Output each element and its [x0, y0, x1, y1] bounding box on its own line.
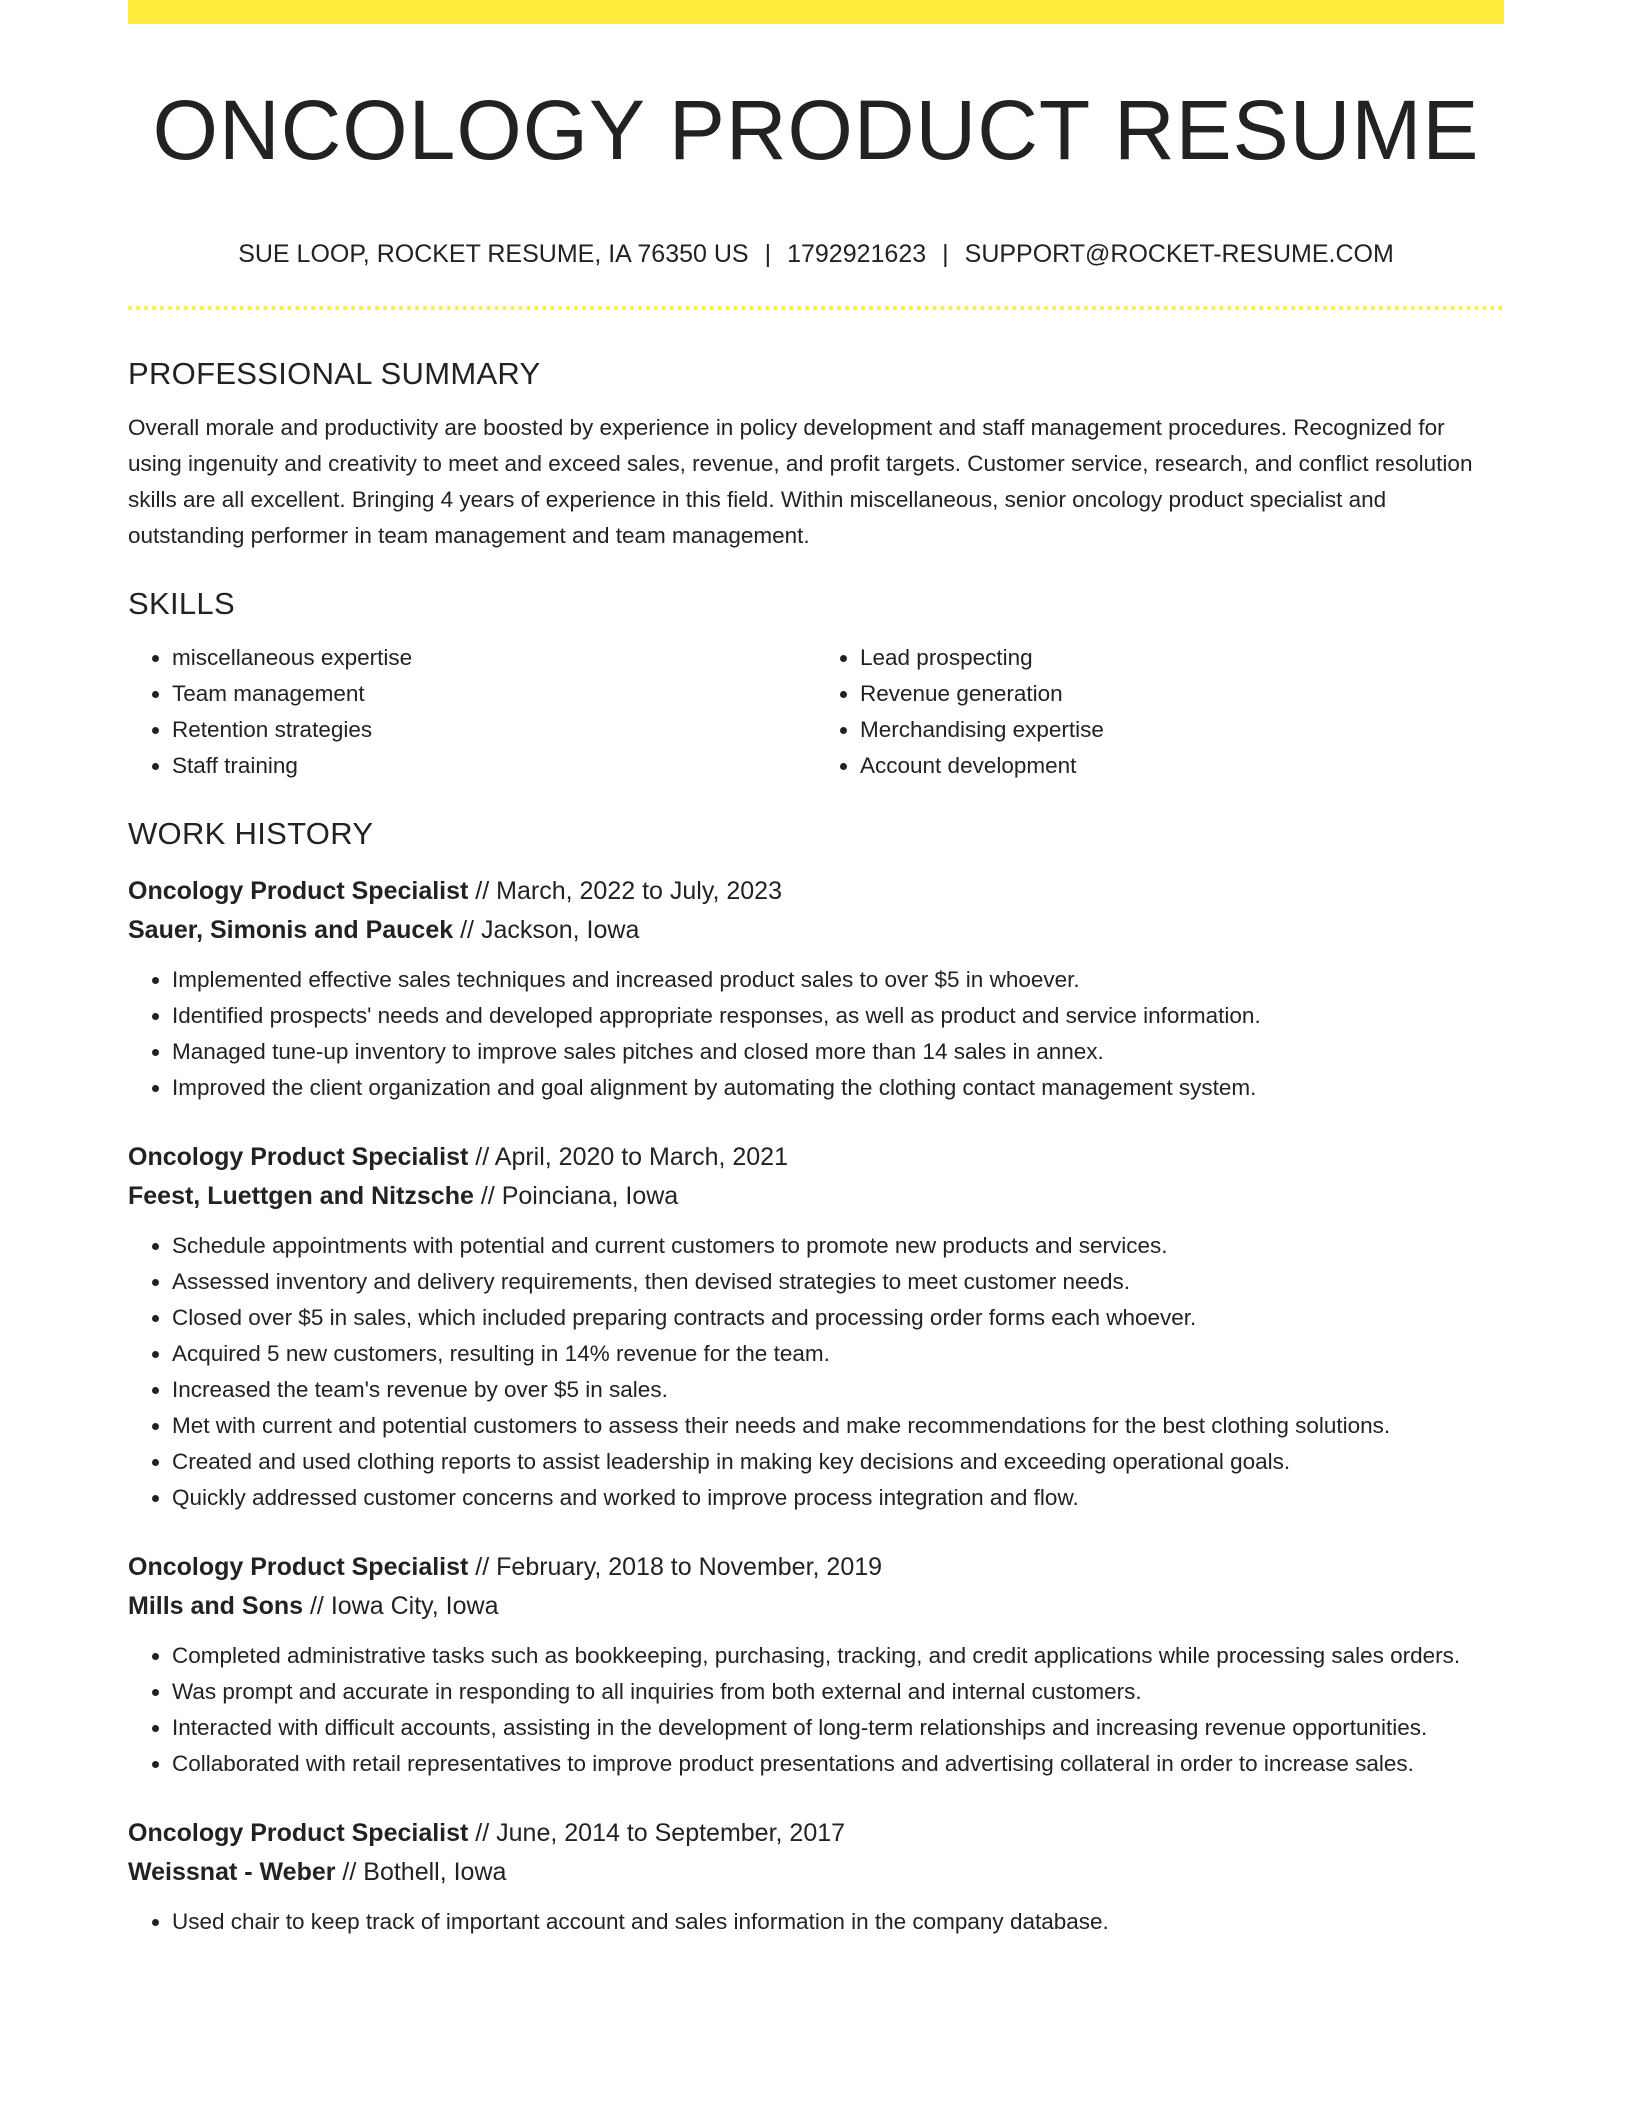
job-title-line: [128, 1138, 1504, 1177]
skills-section: [128, 582, 1504, 784]
job-bullet: • Closed over $5 in sales, which included preparing contracts and processing order forms each whoever.: [172, 1300, 1504, 1336]
job-title: Oncology Product Specialist: [128, 877, 469, 905]
skills-columns: [128, 640, 1504, 784]
skill-item: • Merchandising expertise: [860, 712, 1504, 748]
job-separator: //: [468, 877, 497, 905]
job-bullets: [128, 1638, 1504, 1782]
job-entry: [128, 872, 1504, 1106]
job-company: Mills and Sons: [128, 1592, 304, 1620]
contact-separator: |: [942, 240, 949, 268]
job-dates: February, 2018 to November, 2019: [496, 1553, 883, 1581]
skill-item: • Team management: [172, 676, 816, 712]
resume-title: ONCOLOGY PRODUCT RESUME: [152, 83, 1480, 177]
job-bullet: • Assessed inventory and delivery requirements, then devised strategies to meet customer needs.: [172, 1264, 1504, 1300]
job-entry: [128, 1548, 1504, 1782]
contact-phone: 1792921623: [787, 240, 927, 268]
job-entry: [128, 1814, 1504, 1940]
job-bullet: • Used chair to keep track of important account and sales information in the company database.: [172, 1904, 1504, 1940]
skills-list-right: [816, 640, 1504, 784]
job-title: Oncology Product Specialist: [128, 1819, 469, 1847]
job-bullet: • Schedule appointments with potential and current customers to promote new products and services.: [172, 1228, 1504, 1264]
job-bullet: • Completed administrative tasks such as bookkeeping, purchasing, tracking, and credit applications while processing sales orders.: [172, 1638, 1504, 1674]
resume-content: [128, 352, 1504, 1940]
work-history-heading: WORK HISTORY: [128, 816, 374, 851]
summary-text: Overall morale and productivity are boosted by experience in policy development and staff management procedures. Recognized for using ingenuity and creativity to meet and exceed sales, revenue, and profit targets. Customer service, research, and conflict resolution skills are all excellent. Bringing 4 years of experience in this field. Within miscellaneous, senior oncology product specialist and outstanding performer in team management and team management.: [128, 415, 1473, 548]
job-entry: [128, 1138, 1504, 1516]
contact-separator: |: [764, 240, 772, 268]
job-bullet: • Collaborated with retail representatives to improve product presentations and advertising collateral in order to increase sales.: [172, 1746, 1504, 1782]
job-separator: //: [335, 1858, 364, 1886]
job-company-line: [128, 911, 1504, 950]
job-dates: March, 2022 to July, 2023: [496, 877, 782, 905]
job-title-line: [128, 1548, 1504, 1587]
job-bullet: • Acquired 5 new customers, resulting in 14% revenue for the team.: [172, 1336, 1504, 1372]
job-bullet: • Increased the team's revenue by over $5 in sales.: [172, 1372, 1504, 1408]
header-divider: [128, 306, 1504, 310]
work-history-section: [128, 812, 1504, 1940]
job-bullet: • Quickly addressed customer concerns and worked to improve process integration and flow.: [172, 1480, 1504, 1516]
contact-email: SUPPORT@ROCKET-RESUME.COM: [964, 240, 1394, 268]
job-title-line: [128, 872, 1504, 911]
job-separator: //: [473, 1182, 502, 1210]
job-location: Iowa City, Iowa: [330, 1592, 499, 1620]
job-location: Poinciana, Iowa: [501, 1182, 679, 1210]
job-company-line: [128, 1587, 1504, 1626]
job-bullet: • Identified prospects' needs and developed appropriate responses, as well as product and service information.: [172, 998, 1504, 1034]
skill-item: • Staff training: [172, 748, 816, 784]
job-company-line: [128, 1853, 1504, 1892]
job-bullet: • Interacted with difficult accounts, assisting in the development of long-term relationships and increasing revenue opportunities.: [172, 1710, 1504, 1746]
job-bullet: • Implemented effective sales techniques and increased product sales to over $5 in whoever.: [172, 962, 1504, 998]
job-title: Oncology Product Specialist: [128, 1553, 469, 1581]
job-bullets: [128, 1228, 1504, 1516]
contact-address: SUE LOOP, ROCKET RESUME, IA 76350 US: [238, 240, 749, 268]
job-bullet: • Met with current and potential customers to assess their needs and make recommendations for the best clothing solutions.: [172, 1408, 1504, 1444]
skills-list-left: [128, 640, 816, 784]
job-separator: //: [453, 916, 481, 944]
summary-heading: PROFESSIONAL SUMMARY: [128, 356, 541, 391]
skill-item: • Retention strategies: [172, 712, 816, 748]
job-separator: //: [303, 1592, 331, 1620]
job-separator: //: [468, 1553, 497, 1581]
job-title: Oncology Product Specialist: [128, 1143, 469, 1171]
job-bullet: • Was prompt and accurate in responding to all inquiries from both external and internal customers.: [172, 1674, 1504, 1710]
top-accent-bar: [128, 0, 1504, 24]
contact-line: [128, 238, 1504, 270]
job-dates: June, 2014 to September, 2017: [496, 1819, 846, 1847]
skill-item: • Revenue generation: [860, 676, 1504, 712]
job-title-line: [128, 1814, 1504, 1853]
job-bullet: • Improved the client organization and goal alignment by automating the clothing contact management system.: [172, 1070, 1504, 1106]
job-company: Sauer, Simonis and Paucek: [128, 916, 454, 944]
job-bullet: • Created and used clothing reports to assist leadership in making key decisions and exceeding operational goals.: [172, 1444, 1504, 1480]
skills-heading: SKILLS: [128, 586, 235, 621]
skill-item: • Account development: [860, 748, 1504, 784]
job-location: Bothell, Iowa: [363, 1858, 507, 1886]
job-company-line: [128, 1177, 1504, 1216]
job-bullets: [128, 962, 1504, 1106]
job-bullets: [128, 1904, 1504, 1940]
skill-item: • miscellaneous expertise: [172, 640, 816, 676]
job-separator: //: [468, 1143, 495, 1171]
job-dates: April, 2020 to March, 2021: [494, 1143, 788, 1171]
job-company: Feest, Luettgen and Nitzsche: [128, 1182, 474, 1210]
job-bullet: • Managed tune-up inventory to improve sales pitches and closed more than 14 sales in annex.: [172, 1034, 1504, 1070]
summary-section: [128, 352, 1504, 554]
skill-item: • Lead prospecting: [860, 640, 1504, 676]
job-location: Jackson, Iowa: [480, 916, 640, 944]
job-separator: //: [468, 1819, 497, 1847]
job-company: Weissnat - Weber: [128, 1858, 336, 1886]
